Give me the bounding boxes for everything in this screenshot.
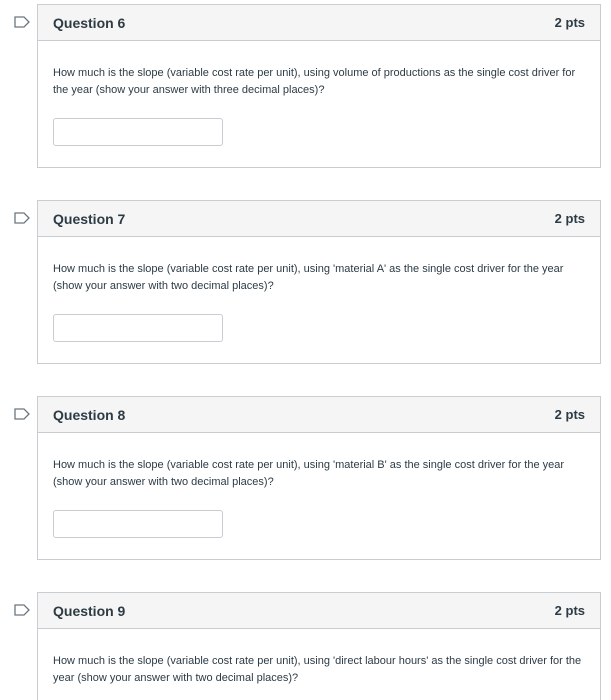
bookmark-icon[interactable] <box>14 16 30 28</box>
question-points: 2 pts <box>554 15 585 30</box>
question-title: Question 8 <box>53 406 126 423</box>
question-body <box>38 433 600 538</box>
question-points: 2 pts <box>554 407 585 422</box>
answer-input[interactable] <box>53 510 223 538</box>
question-title: Question 6 <box>53 14 126 31</box>
bookmark-icon[interactable] <box>14 212 30 224</box>
bookmark-icon[interactable] <box>14 604 30 616</box>
question-points: 2 pts <box>554 211 585 226</box>
question-header <box>38 201 600 237</box>
bookmark-icon[interactable] <box>14 408 30 420</box>
answer-input[interactable] <box>53 118 223 146</box>
question-header <box>38 397 600 433</box>
question-card <box>37 4 601 168</box>
question-text: How much is the slope (variable cost rate per unit), using 'material B' as the single cost driver for the year (show your answer with two decimal places)? <box>53 459 565 488</box>
question-body <box>38 237 600 342</box>
question-title: Question 9 <box>53 602 126 619</box>
question-header <box>38 593 600 629</box>
question-body <box>38 41 600 146</box>
question-card <box>37 200 601 364</box>
question-card <box>37 396 601 560</box>
question-points: 2 pts <box>554 603 585 618</box>
question-text: How much is the slope (variable cost rate per unit), using 'material A' as the single cost driver for the year (show your answer with two decimal places)? <box>53 263 564 292</box>
question-header <box>38 5 600 41</box>
question-card <box>37 592 601 700</box>
answer-input[interactable] <box>53 314 223 342</box>
question-body <box>38 629 600 687</box>
question-text: How much is the slope (variable cost rate per unit), using volume of productions as the single cost driver for the year (show your answer with three decimal places)? <box>53 67 576 96</box>
question-title: Question 7 <box>53 210 126 227</box>
question-text: How much is the slope (variable cost rate per unit), using 'direct labour hours' as the single cost driver for the year (show your answer with two decimal places)? <box>53 655 582 684</box>
